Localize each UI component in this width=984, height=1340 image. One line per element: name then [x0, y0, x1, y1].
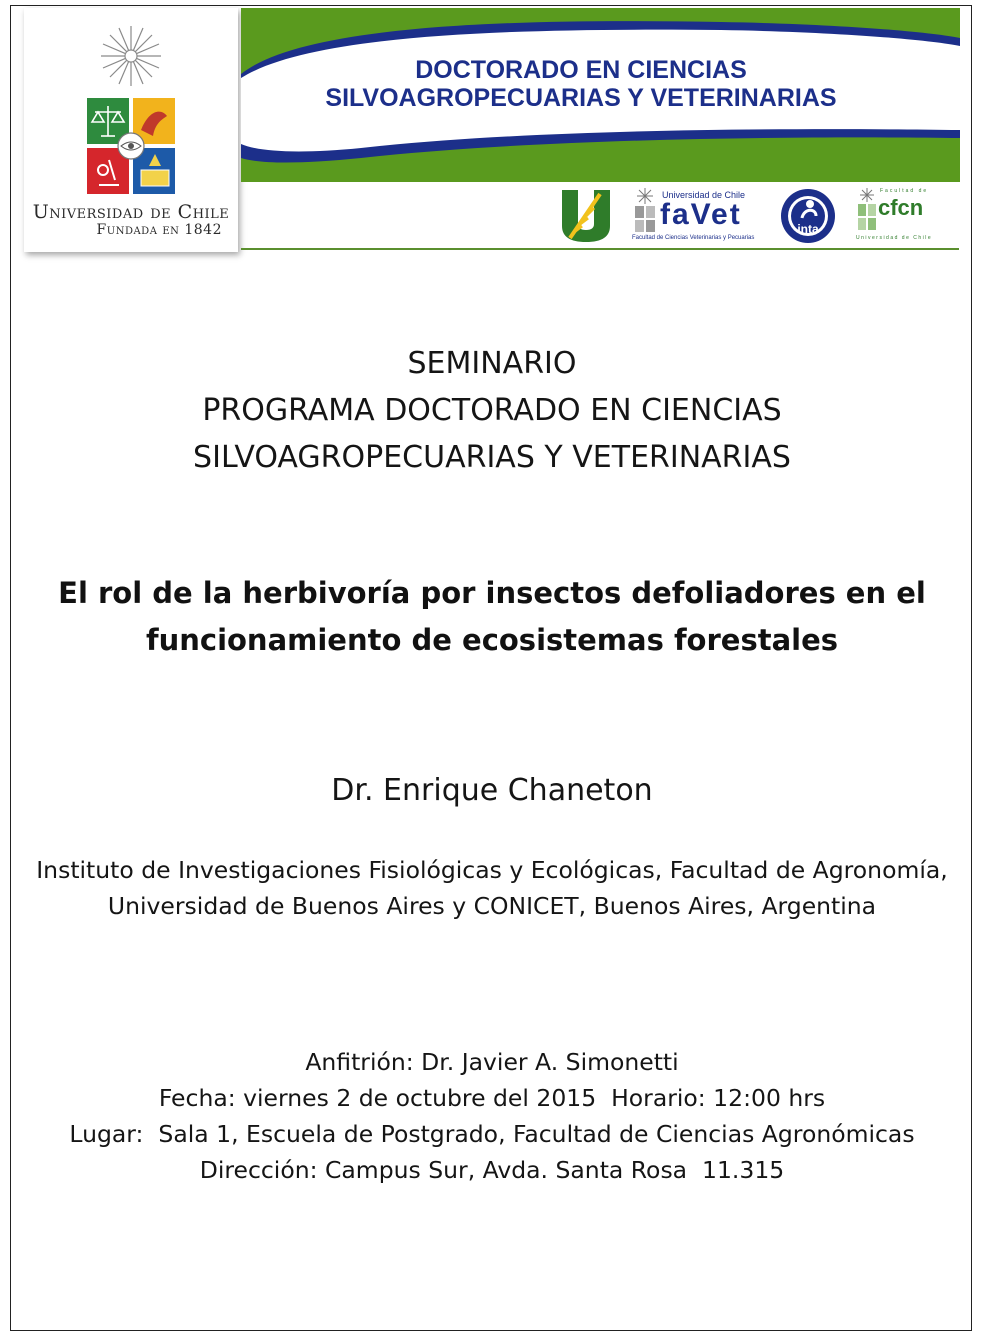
- event-place: Lugar: Sala 1, Escuela de Postgrado, Facultad de Ciencias Agronómicas: [69, 1120, 915, 1148]
- seminar-heading: [12, 340, 972, 481]
- talk-title: [12, 570, 972, 664]
- banner-title-line-2: SILVOAGROPECUARIAS Y VETERINARIAS: [325, 84, 837, 112]
- program-name-line-1: PROGRAMA DOCTORADO EN CIENCIAS: [202, 393, 782, 428]
- u-logo-icon: [560, 188, 612, 244]
- talk-title-line-1: El rol de la herbivoría por insectos defoliadores en el: [58, 576, 926, 610]
- favet-wordmark: faVet: [660, 198, 742, 231]
- banner-title: [241, 56, 921, 112]
- favet-emblem-icon: [632, 188, 658, 236]
- affiliation-line-2: Universidad de Buenos Aires y CONICET, Buenos Aires, Argentina: [107, 892, 877, 920]
- favet-faculty: Facultad de Ciencias Veterinarias y Pecuarias: [632, 235, 755, 241]
- u-logo: [560, 188, 612, 244]
- university-name: Universidad de Chile: [32, 201, 230, 223]
- cfcn-wordmark: cfcn: [878, 195, 924, 220]
- event-details: [12, 1044, 972, 1188]
- university-crest-icon: [79, 20, 183, 200]
- favet-logo: [632, 186, 764, 244]
- cfcn-university: Universidad de Chile: [856, 235, 933, 241]
- talk-title-line-2: funcionamiento de ecosistemas forestales: [145, 623, 839, 657]
- favet-university: Universidad de Chile: [662, 190, 746, 200]
- cfcn-faculty: Facultad de: [880, 188, 929, 194]
- seminar-label: SEMINARIO: [407, 346, 577, 381]
- event-date-time: Fecha: viernes 2 de octubre del 2015 Horario: 12:00 hrs: [158, 1084, 826, 1112]
- banner-title-line-1: DOCTORADO EN CIENCIAS: [415, 56, 747, 84]
- speaker-name: Dr. Enrique Chaneton: [331, 773, 653, 808]
- inta-wordmark: inta: [797, 222, 819, 236]
- cfcn-logo: [856, 186, 936, 244]
- event-address: Dirección: Campus Sur, Avda. Santa Rosa 11.315: [199, 1156, 785, 1184]
- partner-logos: [560, 186, 960, 246]
- cfcn-emblem-icon: [856, 188, 878, 234]
- inta-logo: [780, 188, 836, 244]
- speaker-affiliation: [12, 852, 972, 924]
- program-name-line-2: SILVOAGROPECUARIAS Y VETERINARIAS: [193, 440, 791, 475]
- university-founded: Fundada en 1842: [96, 222, 222, 238]
- university-logo: [24, 8, 238, 252]
- header-divider: [241, 248, 959, 250]
- affiliation-line-1: Instituto de Investigaciones Fisiológicas y Ecológicas, Facultad de Agronomía,: [36, 856, 948, 884]
- program-banner: [241, 8, 960, 182]
- event-host: Anfitrión: Dr. Javier A. Simonetti: [305, 1048, 679, 1076]
